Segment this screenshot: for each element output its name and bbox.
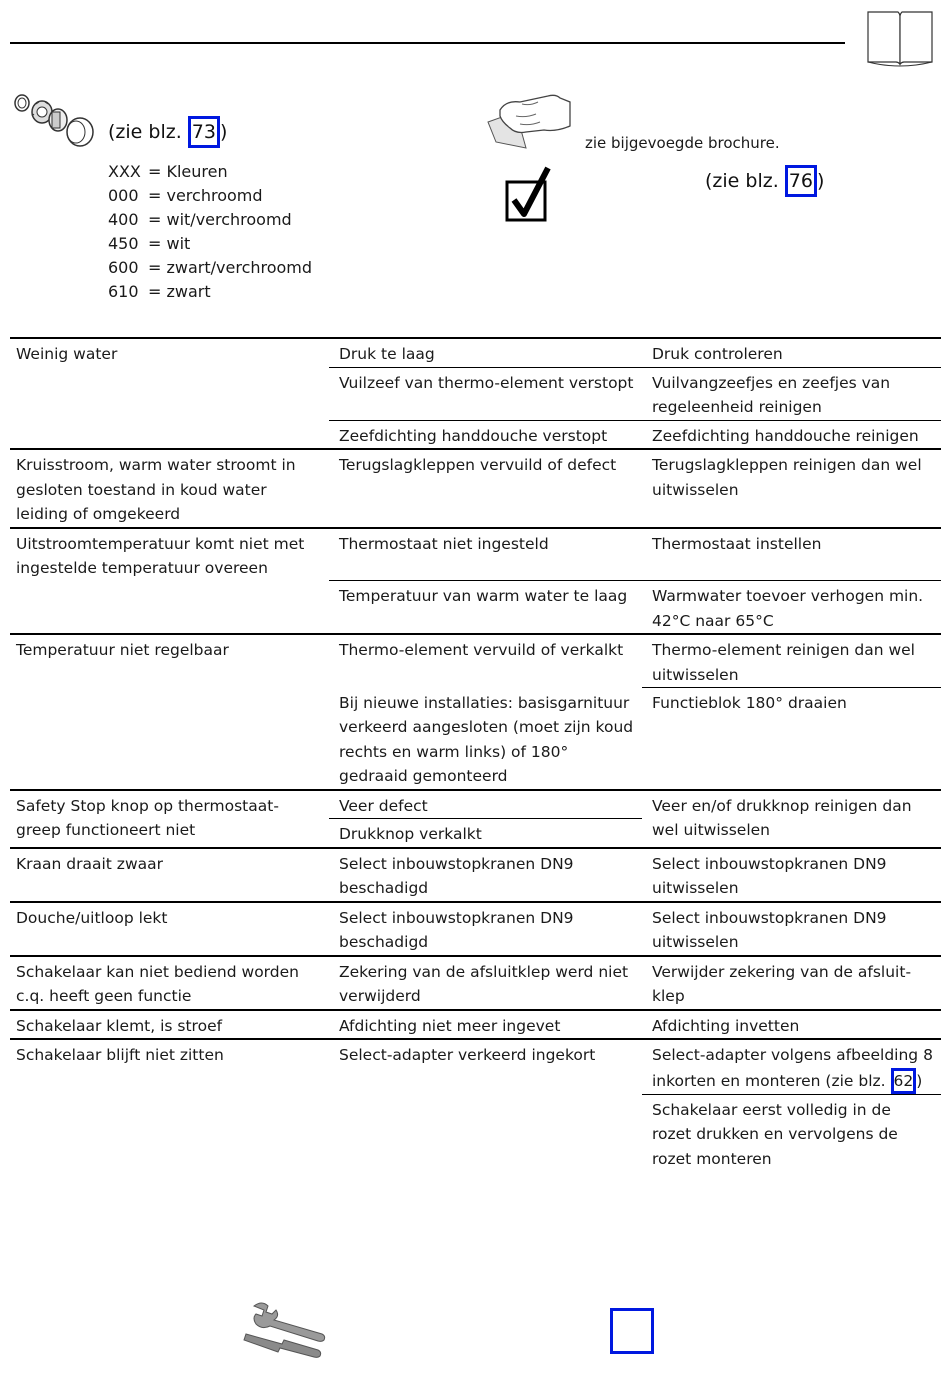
remedy-cell: Functieblok 180° draaien (642, 688, 941, 790)
remedy-cell: Select inbouwstopkranen DN9 uitwisselen (642, 848, 941, 902)
page-link-73[interactable]: 73 (188, 116, 220, 148)
cause-cell: Thermo-element vervuild of verkalkt (329, 634, 642, 688)
remedy-cell: Terugslagkleppen reinigen dan wel uitwisselen (642, 449, 941, 528)
page-link-76[interactable]: 76 (785, 165, 817, 197)
table-row (10, 528, 941, 581)
table-row (10, 581, 941, 635)
table-row (10, 688, 941, 790)
table-row (10, 1094, 941, 1171)
problem-cell (10, 1094, 329, 1171)
ref-close: ) (816, 170, 825, 192)
problem-cell: Douche/uitloop lekt (10, 902, 329, 956)
cause-cell: Afdichting niet meer ingevet (329, 1010, 642, 1040)
troubleshooting-table (10, 337, 941, 1171)
cause-cell: Veer defect (329, 790, 642, 819)
open-book-icon (866, 10, 934, 68)
color-code-row: 610 = zwart (108, 282, 211, 301)
remedy-cell: Select inbouwstopkranen DN9 uitwisselen (642, 902, 941, 956)
color-code-row: XXX = Kleuren (108, 162, 228, 181)
problem-cell: Weinig water (10, 338, 329, 367)
see-page-label: (zie blz. (705, 170, 785, 192)
cause-cell: Terugslagkleppen vervuild of defect (329, 449, 642, 528)
problem-cell: Safety Stop knop op thermostaat-greep functioneert niet (10, 790, 329, 848)
color-code-row: 000 = verchroomd (108, 186, 263, 205)
table-row (10, 338, 941, 367)
empty-reference-box (610, 1308, 654, 1354)
checkmark-box-icon (504, 166, 552, 224)
remedy-cell: Thermostaat instellen (642, 528, 941, 581)
problem-cell: Kraan draait zwaar (10, 848, 329, 902)
brochure-note: zie bijgevoegde brochure. (585, 134, 780, 152)
table-row (10, 449, 941, 528)
problem-cell (10, 688, 329, 790)
ref-close: ) (916, 1071, 923, 1090)
cause-cell: Thermostaat niet ingesteld (329, 528, 642, 581)
check-page-ref (705, 165, 824, 197)
table-row (10, 1039, 941, 1094)
cause-cell: Zeefdichting handdouche verstopt (329, 420, 642, 449)
table-row (10, 848, 941, 902)
problem-cell: Schakelaar klemt, is stroef (10, 1010, 329, 1040)
table-row (10, 367, 941, 420)
remedy-cell: Vuilvangzeefjes en zeefjes van regeleenheid reinigen (642, 367, 941, 420)
page-link-62[interactable]: 62 (891, 1068, 917, 1094)
cause-cell: Select-adapter verkeerd ingekort (329, 1039, 642, 1094)
remedy-text: Select-adapter volgens afbeelding 8 inkorten en monteren (zie blz. (652, 1046, 933, 1090)
cause-cell (329, 1094, 642, 1171)
cause-cell: Temperatuur van warm water te laag (329, 581, 642, 635)
remedy-cell: Thermo-element reinigen dan wel uitwisselen (642, 634, 941, 688)
cause-cell: Bij nieuwe installaties: basisgarnituur verkeerd aangesloten (moet zijn koud rechts en warm links) of 180° gedraaid gemonteerd (339, 693, 634, 785)
problem-cell (10, 367, 329, 420)
cause-cell: Drukknop verkalkt (329, 819, 642, 848)
cause-cell: Druk te laag (329, 338, 642, 367)
problem-cell: Temperatuur niet regelbaar (10, 634, 329, 688)
parts-page-ref (108, 116, 227, 148)
remedy-cell: Schakelaar eerst volledig in de rozet drukken en vervolgens de rozet monteren (642, 1094, 941, 1171)
remedy-cell: Druk controleren (642, 338, 941, 367)
remedy-cell: Warmwater toevoer verhogen min. 42°C naar 65°C (642, 581, 941, 635)
remedy-cell (642, 1039, 941, 1094)
problem-cell (10, 420, 329, 449)
ref-close: ) (219, 121, 228, 143)
color-code-row: 400 = wit/verchroomd (108, 210, 292, 229)
table-row (10, 956, 941, 1010)
see-page-label: (zie blz. (108, 121, 188, 143)
problem-cell (10, 581, 329, 635)
color-code-row: 600 = zwart/verchroomd (108, 258, 313, 277)
problem-cell: Kruisstroom, warm water stroomt in gesloten toestand in koud water leiding of omgekeerd (10, 449, 329, 528)
table-row (10, 634, 941, 688)
cause-cell: Select inbouwstopkranen DN9 beschadigd (329, 848, 642, 902)
remedy-cell: Afdichting invetten (642, 1010, 941, 1040)
remedy-cell: Verwijder zekering van de afsluit-klep (642, 956, 941, 1010)
problem-cell: Schakelaar blijft niet zitten (10, 1039, 329, 1094)
cause-cell: Zekering van de afsluitklep werd niet verwijderd (329, 956, 642, 1010)
problem-cell: Schakelaar kan niet bediend worden c.q. heeft geen functie (10, 956, 329, 1010)
remedy-cell: Zeefdichting handdouche reinigen (642, 420, 941, 449)
table-row (10, 790, 941, 819)
header-rule (10, 42, 845, 44)
table-row (10, 902, 941, 956)
table-row (10, 420, 941, 449)
table-row (10, 1010, 941, 1040)
color-code-list (108, 160, 312, 304)
cleaning-hand-icon (486, 92, 572, 154)
parts-icon (12, 92, 98, 148)
color-code-row: 450 = wit (108, 234, 191, 253)
wrench-screwdriver-icon (242, 1300, 328, 1358)
remedy-cell: Veer en/of drukknop reinigen dan wel uitwisselen (642, 790, 941, 848)
problem-cell: Uitstroomtemperatuur komt niet met ingestelde temperatuur overeen (10, 528, 329, 581)
cause-cell: Vuilzeef van thermo-element verstopt (329, 367, 642, 420)
cause-cell: Select inbouwstopkranen DN9 beschadigd (329, 902, 642, 956)
